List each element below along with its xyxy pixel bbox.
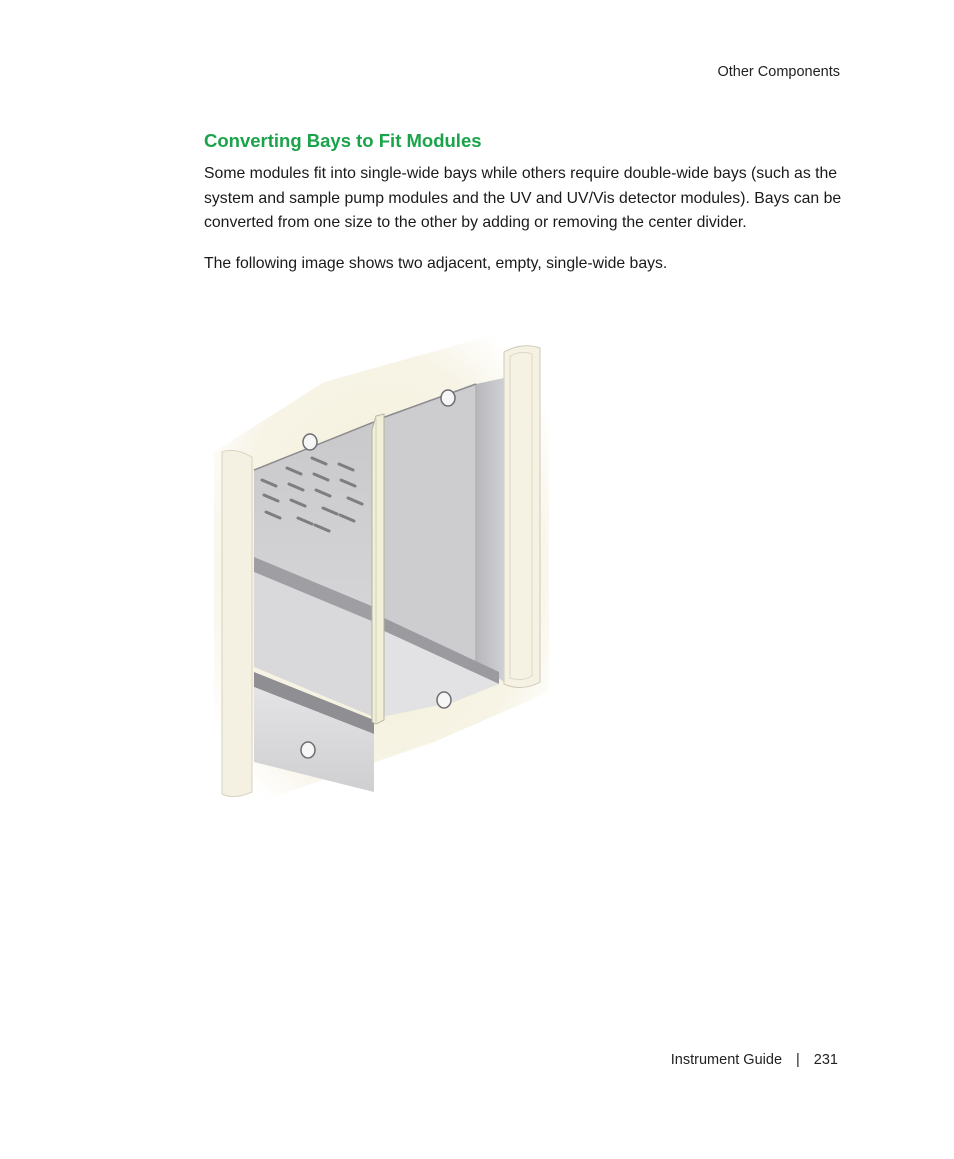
running-head: Other Components bbox=[717, 64, 840, 80]
page-footer bbox=[671, 1052, 838, 1068]
footer-guide-title: Instrument Guide bbox=[670, 1052, 783, 1068]
center-divider bbox=[372, 414, 384, 724]
bays-illustration bbox=[204, 322, 554, 812]
right-bay-back-wall bbox=[382, 384, 476, 662]
right-side-wall bbox=[476, 378, 504, 682]
bays-illustration-svg bbox=[204, 322, 554, 812]
section bbox=[204, 130, 844, 292]
paragraph-figure-intro: The following image shows two adjacent, empty, single-wide bays. bbox=[204, 254, 668, 272]
paragraph-intro: Some modules fit into single-wide bays while others require double-wide bays (such as the system and sample pump modules and the UV and UV/Vis detector modules). Bays can be converted from one size to the other by adding or removing the center divider. bbox=[204, 165, 842, 231]
frame-right bbox=[504, 346, 540, 688]
section-heading: Converting Bays to Fit Modules bbox=[204, 130, 482, 151]
footer-separator: | bbox=[796, 1052, 800, 1068]
page-number: 231 bbox=[813, 1052, 838, 1068]
frame-left bbox=[222, 450, 252, 796]
